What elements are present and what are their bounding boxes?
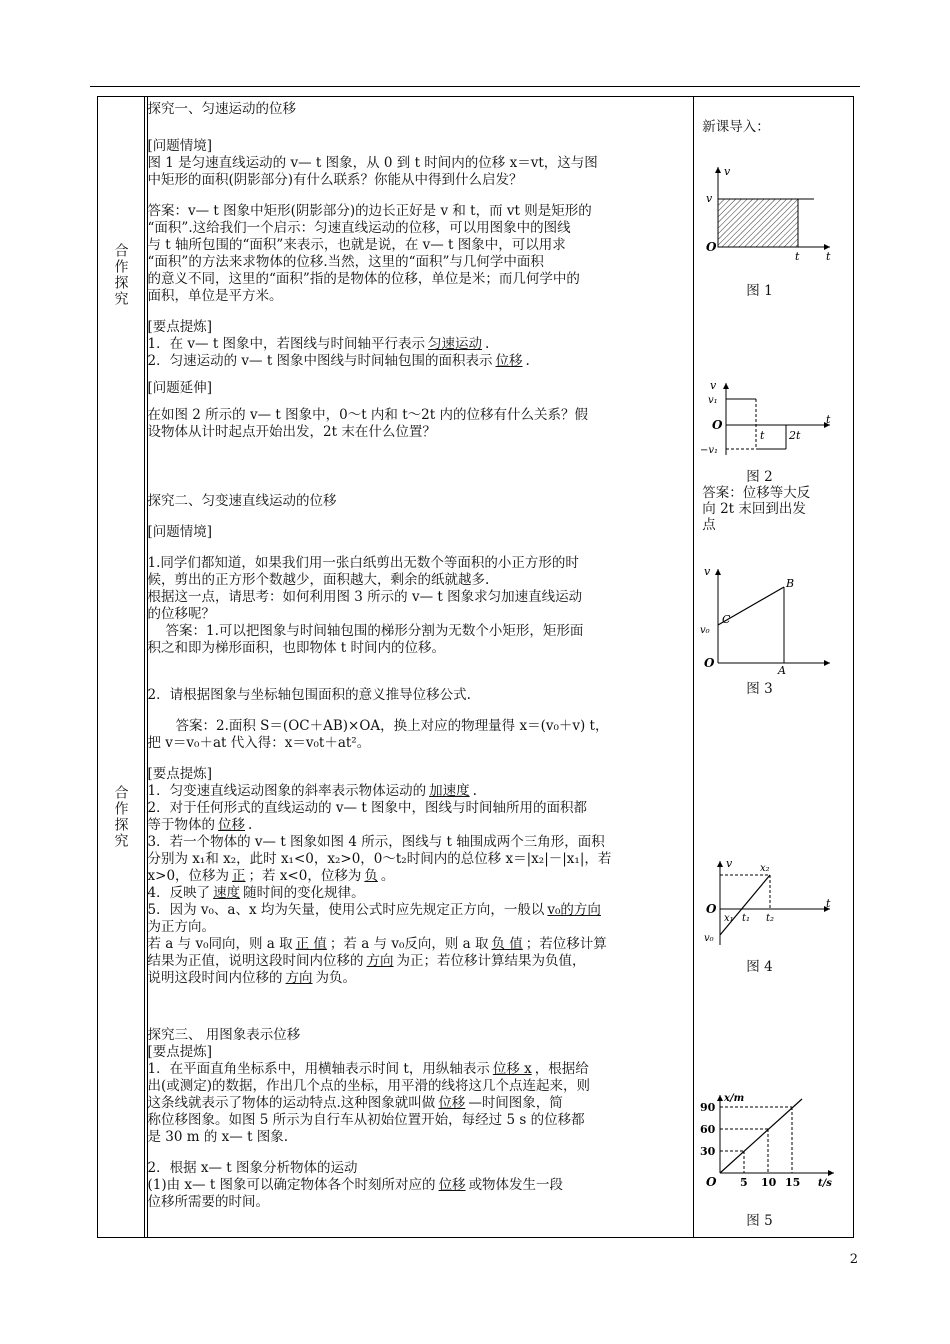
s1-kp1-post: . (485, 336, 490, 352)
s1-q-l2: 中矩形的面积(阴影部分)有什么联系？你能从中得到什么启发？ (147, 172, 523, 188)
s3-kp1-l3-pre: 这条线就表示了物体的运动特点.这种图象就叫做 (147, 1095, 436, 1111)
s3-kp2-1 (148, 1177, 694, 1194)
s2-kp6-fill4: 方向 (285, 970, 313, 986)
s1-kp-label: [要点提炼] (147, 319, 213, 335)
f4-x1: x₁ (724, 913, 734, 924)
s2-kp1-pre: 1．匀变速直线运动图象的斜率表示物体运动的 (147, 783, 427, 799)
f3-t-arrow (824, 660, 830, 666)
f2-t-mark: t (760, 429, 765, 442)
s1-kp2 (148, 353, 694, 370)
s2-kp6-fill1: 正 值 (295, 936, 327, 952)
figure-2 (698, 379, 838, 457)
s2-kp4-pre: 4．反映了 (147, 885, 211, 901)
s2-kp3-l3-mid: ；若 x<0，位移为 (248, 868, 362, 884)
fig4-caption: 图 4 (746, 959, 773, 975)
f3-c: C (722, 613, 731, 626)
s2-kp6-fill2: 负 值 (491, 936, 523, 952)
s1-a-l3: 与 t 轴所包围的“面积”来表示，也就是说，在 v— t 图象中，可以用求 (147, 237, 566, 253)
s2-title: 探究二、匀变速直线运动的位移 (147, 493, 337, 509)
s3-kp2-1-l2: 位移所需要的时间。 (147, 1194, 270, 1210)
s1-kp1-fill: 匀速运动 (428, 336, 483, 352)
f3-a: A (778, 664, 787, 675)
f2-t-label: t (826, 413, 831, 426)
figure-5 (698, 1091, 848, 1189)
s3-kp1-fill2: 位移 (438, 1095, 466, 1111)
s2-kp2 (148, 817, 694, 834)
s2-kp5-l2: 为正方向。 (147, 919, 216, 935)
s2-kp4 (148, 885, 694, 902)
s2-kp3-l3 (148, 868, 694, 885)
page-number: 2 (849, 1252, 858, 1267)
s2-q1-l3: 根据这一点，请思考：如何利用图 3 所示的 v— t 图象求匀加速直线运动 (147, 589, 583, 605)
f1-v-mark: v (706, 192, 713, 205)
s3-kp1-l4: 称位移图象。如图 5 所示为自行车从初始位置开始，每经过 5 s 的位移都 (147, 1112, 585, 1128)
f5-line (720, 1099, 802, 1173)
s3-kp1-l2: 出(或测定)的数据，作出几个点的坐标，用平滑的线将这几个点连起来，则 (147, 1078, 591, 1094)
s2-kp6-l2-pre: 结果为正值，说明这段时间内位移的 (147, 953, 364, 969)
figure-3 (698, 565, 838, 675)
side-label-2 (98, 785, 142, 849)
s3-kp1-l1-pre: 1．在平面直角坐标系中，用横轴表示时间 t，用纵轴表示 (147, 1061, 490, 1077)
s3-kp2-1-fill: 位移 (438, 1177, 466, 1193)
s1-q-l1: 图 1 是匀速直线运动的 v— t 图象，从 0 到 t 时间内的位移 x＝vt，这与图 (147, 155, 598, 171)
content-cell (147, 97, 694, 1238)
s1-kp2-pre: 2．匀速运动的 v— t 图象中图线与时间轴包围的面积表示 (147, 353, 493, 369)
s2-kp4-fill: 速度 (213, 885, 241, 901)
s2-kp6-l1-post: ；若位移计算 (525, 936, 607, 952)
f5-x-label: t/s (818, 1178, 833, 1189)
s1-kp2-post: . (525, 353, 530, 369)
right-cell (694, 97, 854, 1238)
s2-kp3-l3-pre: x>0，位移为 (147, 868, 230, 884)
f4-t2: t₂ (766, 913, 775, 924)
f2-2t-mark: 2t (789, 429, 801, 442)
s2-kp3-fill1: 正 (232, 868, 246, 884)
f5-o: O (706, 1175, 717, 1189)
s3-kp1-l3-post: —时间图象，简 (468, 1095, 563, 1111)
s2-a1-l2: 积之和即为梯形面积，也即物体 t 时间内的位移。 (147, 640, 446, 656)
f1-v-label: v (724, 165, 731, 178)
f1-t-label: t (826, 250, 831, 263)
f5-x-arrow (717, 1095, 723, 1101)
s3-kp2-1-post: 或物体发生一段 (468, 1177, 564, 1193)
s2-kp6-l1-mid: ；若 a 与 v₀反向，则 a 取 (329, 936, 489, 952)
s2-kp2-l1: 2．对于任何形式的直线运动的 v— t 图象中，图线与时间轴所用的面积都 (147, 800, 588, 816)
s3-kp1-l1 (148, 1061, 694, 1078)
f4-o: O (706, 902, 717, 916)
s2-q1-l2: 候，剪出的正方形个数越少，面积越大，剩余的纸就越多. (147, 572, 490, 588)
s2-kp6-l1 (148, 936, 694, 953)
s2-kp6-l2-post: 为正；若位移计算结果为负值， (396, 953, 586, 969)
f4-line (720, 875, 770, 935)
s2-kp3-fill2: 负 (364, 868, 378, 884)
s3-kp2-1-pre: (1)由 x— t 图象可以确定物体各个时刻所对应的 (147, 1177, 436, 1193)
s1-kp1-pre: 1．在 v— t 图象中，若图线与时间轴平行表示 (147, 336, 426, 352)
f5-ytick-30: 30 (700, 1145, 716, 1158)
s2-kp1-post: . (472, 783, 477, 799)
s2-kp6-fill3: 方向 (366, 953, 394, 969)
fig2-answer-l3: 点 (702, 517, 716, 533)
s2-a1-l1: 答案：1.可以把图象与时间轴包围的梯形分割为无数个小矩形，矩形面 (165, 623, 584, 639)
s2-kp-label: [要点提炼] (147, 766, 213, 782)
s2-kp6-l1-pre: 若 a 与 v₀同向，则 a 取 (147, 936, 293, 952)
s2-kp6-l3-post: 为负。 (315, 970, 357, 986)
s1-a-l6: 面积，单位是平方米。 (147, 288, 283, 304)
f5-xtick-15: 15 (785, 1176, 801, 1189)
fig2-caption: 图 2 (746, 469, 773, 485)
f3-o: O (704, 656, 715, 670)
f4-v0: v₀ (704, 933, 714, 944)
s1-ext-label: [问题延伸] (147, 380, 213, 396)
s2-kp6-l3 (148, 970, 694, 987)
f4-v-arrow (717, 861, 723, 867)
s1-title: 探究一、匀速运动的位移 (147, 101, 297, 117)
s2-a2-l1: 答案：2.面积 S＝(OC＋AB)×OA，换上对应的物理量得 x＝(v₀＋v) t， (175, 718, 609, 734)
lesson-table (97, 96, 854, 1238)
s2-kp3-l1: 3．若一个物体的 v— t 图象如图 4 所示，图线与 t 轴围成两个三角形，面积 (147, 834, 605, 850)
s3-kp-label: [要点提炼] (147, 1044, 213, 1060)
f3-v-arrow (715, 569, 721, 575)
f2-v1: v₁ (708, 395, 718, 406)
f5-ytick-90: 90 (700, 1101, 716, 1114)
s1-a-l1: 答案：v— t 图象中矩形(阴影部分)的边长正好是 v 和 t，而 vt 则是矩形的 (147, 203, 592, 219)
f1-area (718, 199, 798, 247)
intro-label: 新课导入： (702, 119, 770, 135)
s3-title: 探究三、 用图象表示位移 (147, 1027, 301, 1043)
fig2-answer (702, 485, 810, 533)
side-label-1-text: 合作探究 (112, 243, 129, 307)
f1-v-arrow (715, 167, 721, 173)
s2-kp3-l2: 分别为 x₁和 x₂，此时 x₁<0，x₂>0，0～t₂时间内的总位移 x＝|x₂|－|x₁|，若 (147, 851, 612, 867)
s2-kp2-fill: 位移 (218, 817, 246, 833)
f4-x2: x₂ (760, 863, 770, 874)
s2-q1-l1: 1.同学们都知道，如果我们用一张白纸剪出无数个等面积的小正方形的时 (147, 555, 579, 571)
f4-v-label: v (726, 857, 733, 870)
f3-v0: v₀ (700, 625, 710, 636)
fig5-caption: 图 5 (746, 1213, 773, 1229)
s3-kp1-fill1: 位移 x (492, 1061, 532, 1077)
f5-xtick-5: 5 (740, 1176, 748, 1189)
s1-qs-label: [问题情境] (147, 138, 213, 154)
fig2-answer-l2: 向 2t 末回到出发 (702, 501, 806, 517)
f4-t-label: t (826, 897, 831, 910)
f5-xtick-10: 10 (761, 1176, 777, 1189)
s1-a-l5: 的意义不同，这里的“面积”指的是物体的位移，单位是米；而几何学中的 (147, 271, 580, 287)
f2-neg-v1: −v₁ (700, 445, 719, 456)
s2-a2-l2: 把 v＝v₀＋at 代入得：x＝v₀t＋at²。 (147, 735, 371, 751)
f2-o: O (712, 418, 723, 432)
side-label-1 (98, 243, 142, 307)
s1-kp2-fill: 位移 (495, 353, 523, 369)
s2-kp6-l2 (148, 953, 694, 970)
figure-4 (698, 857, 838, 947)
f5-t-arrow (828, 1170, 834, 1176)
s2-q2: 2．请根据图象与坐标轴包围面积的意义推导位移公式. (147, 687, 471, 703)
s1-a-l4: “面积”的方法来求物体的位移.当然，这里的“面积”与几何学中面积 (147, 254, 544, 270)
s3-kp1-l1-post: ，根据给 (534, 1061, 589, 1077)
s2-qs-label: [问题情境] (147, 524, 213, 540)
f3-b: B (786, 577, 795, 590)
s2-kp1-fill: 加速度 (429, 783, 470, 799)
side-label-2-text: 合作探究 (112, 785, 129, 849)
f5-y-label: x/m (724, 1093, 745, 1104)
s1-kp1 (148, 336, 694, 353)
s2-kp5-l1-pre: 5．因为 v₀、a、x 均为矢量，使用公式时应先规定正方向，一般以 (147, 902, 545, 918)
s2-kp5-l1 (148, 902, 694, 919)
f3-v-label: v (704, 565, 711, 578)
figure-1 (698, 163, 838, 263)
s2-q1-l4: 的位移呢？ (147, 606, 216, 622)
fig2-answer-l1: 答案：位移等大反 (702, 485, 811, 501)
side-label-cell (98, 97, 148, 1238)
f1-t-mark: t (795, 250, 800, 263)
s1-ext-l1: 在如图 2 所示的 v— t 图象中，0～t 内和 t～2t 内的位移有什么关系？假 (147, 407, 588, 423)
s3-kp1-l3 (148, 1095, 694, 1112)
s2-kp5-fill: v₀的方向 (547, 902, 601, 918)
f2-v-label: v (710, 379, 717, 392)
f5-ytick-60: 60 (700, 1123, 716, 1136)
s1-a-l2: “面积”.这给我们一个启示：匀速直线运动的位移，可以用图象中的图线 (147, 220, 571, 236)
s1-ext-l2: 设物体从计时起点开始出发，2t 末在什么位置？ (147, 424, 436, 440)
s2-kp2-post: . (248, 817, 253, 833)
s2-kp2-pre: 等于物体的 (147, 817, 216, 833)
fig3-caption: 图 3 (746, 681, 773, 697)
s2-kp6-l3-pre: 说明这段时间内位移的 (147, 970, 283, 986)
header-rule (90, 86, 860, 87)
f4-t1: t₁ (742, 913, 751, 924)
s2-kp3-l3-post: 。 (380, 868, 395, 884)
s3-kp2: 2．根据 x— t 图象分析物体的运动 (147, 1160, 358, 1176)
s3-kp1-l5: 是 30 m 的 x— t 图象. (147, 1129, 289, 1145)
s2-kp1 (148, 783, 694, 800)
s2-kp4-post: 随时间的变化规律。 (243, 885, 365, 901)
f1-o: O (706, 240, 717, 254)
fig1-caption: 图 1 (746, 283, 773, 299)
f2-v-arrow (723, 383, 729, 389)
